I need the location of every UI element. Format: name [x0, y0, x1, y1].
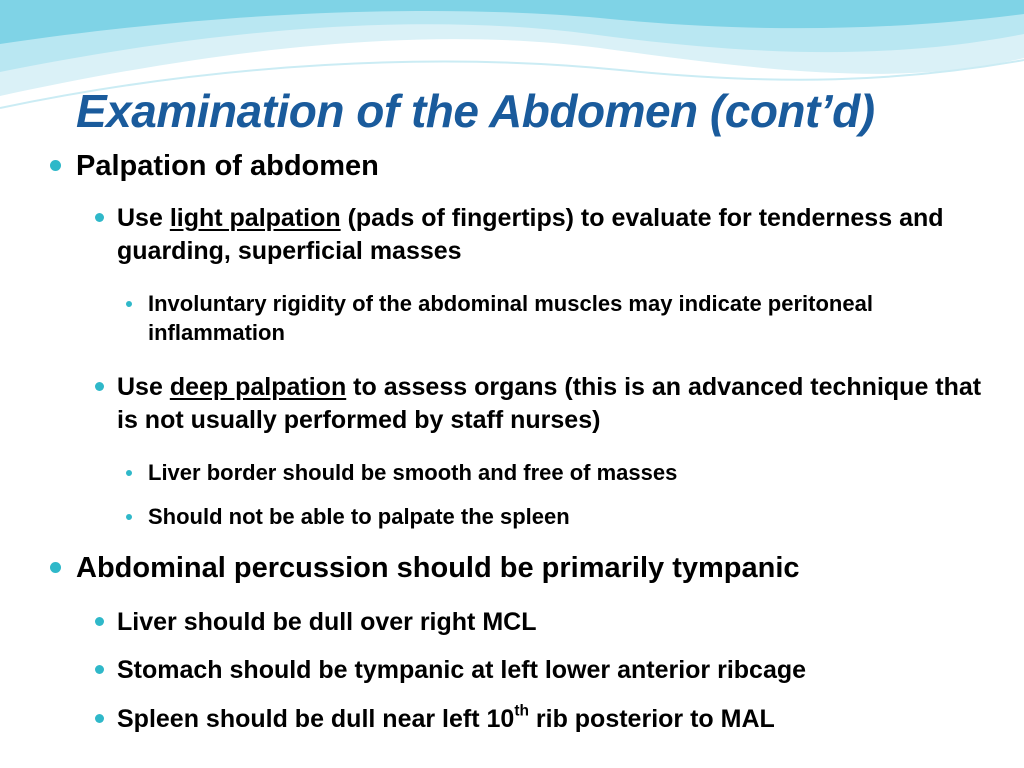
bullet-dot-icon [50, 562, 61, 573]
bullet-text: Involuntary rigidity of the abdominal muscles may indicate peritoneal inflammation [148, 291, 873, 345]
bullet-dot-icon [126, 470, 132, 476]
bullet-involuntary-rigidity [148, 290, 998, 347]
bullet-text: Stomach should be tympanic at left lower anterior ribcage [117, 656, 807, 684]
bullet-dot-icon [95, 213, 104, 222]
bullet-text-post: to assess organs (this is an advanced technique that is not usually performed by staff nurses) [117, 373, 982, 434]
bullet-text: Liver border should be smooth and free of masses [148, 460, 678, 485]
bullet-spleen-palpate [148, 503, 998, 532]
bullet-light-palpation [117, 202, 997, 267]
superscript: th [514, 702, 529, 720]
bullet-text-post: (pads of fingertips) to evaluate for tenderness and guarding, superficial masses [117, 204, 944, 265]
bullet-percussion [76, 550, 1006, 588]
bullet-text: Liver should be dull over right MCL [117, 608, 537, 636]
bullet-dot-icon [95, 617, 104, 626]
underlined-term: deep palpation [169, 373, 347, 401]
bullet-text: Should not be able to palpate the spleen [148, 504, 570, 529]
bullet-text-pre: Use [117, 204, 170, 232]
bullet-dot-icon [95, 714, 104, 723]
bullet-dot-icon [95, 665, 104, 674]
bullet-text: Palpation of abdomen [76, 150, 379, 182]
bullet-dot-icon [95, 382, 104, 391]
bullet-palpation [76, 148, 1006, 186]
bullet-liver-dull [117, 606, 997, 639]
underlined-term: light palpation [169, 204, 341, 232]
bullet-liver-border [148, 459, 998, 488]
bullet-text: Abdominal percussion should be primarily tympanic [76, 552, 800, 584]
bullet-text-pre: Spleen should be dull near left 10 [117, 705, 515, 733]
bullet-stomach-tympanic [117, 654, 997, 687]
bullet-spleen-dull [117, 703, 997, 736]
bullet-text-pre: Use [117, 373, 170, 401]
slide-title: Examination of the Abdomen (cont’d) [76, 85, 875, 137]
bullet-dot-icon [50, 160, 61, 171]
bullet-dot-icon [126, 514, 132, 520]
bullet-text-post: rib posterior to MAL [528, 705, 775, 733]
bullet-deep-palpation [117, 371, 997, 436]
bullet-dot-icon [126, 301, 132, 307]
